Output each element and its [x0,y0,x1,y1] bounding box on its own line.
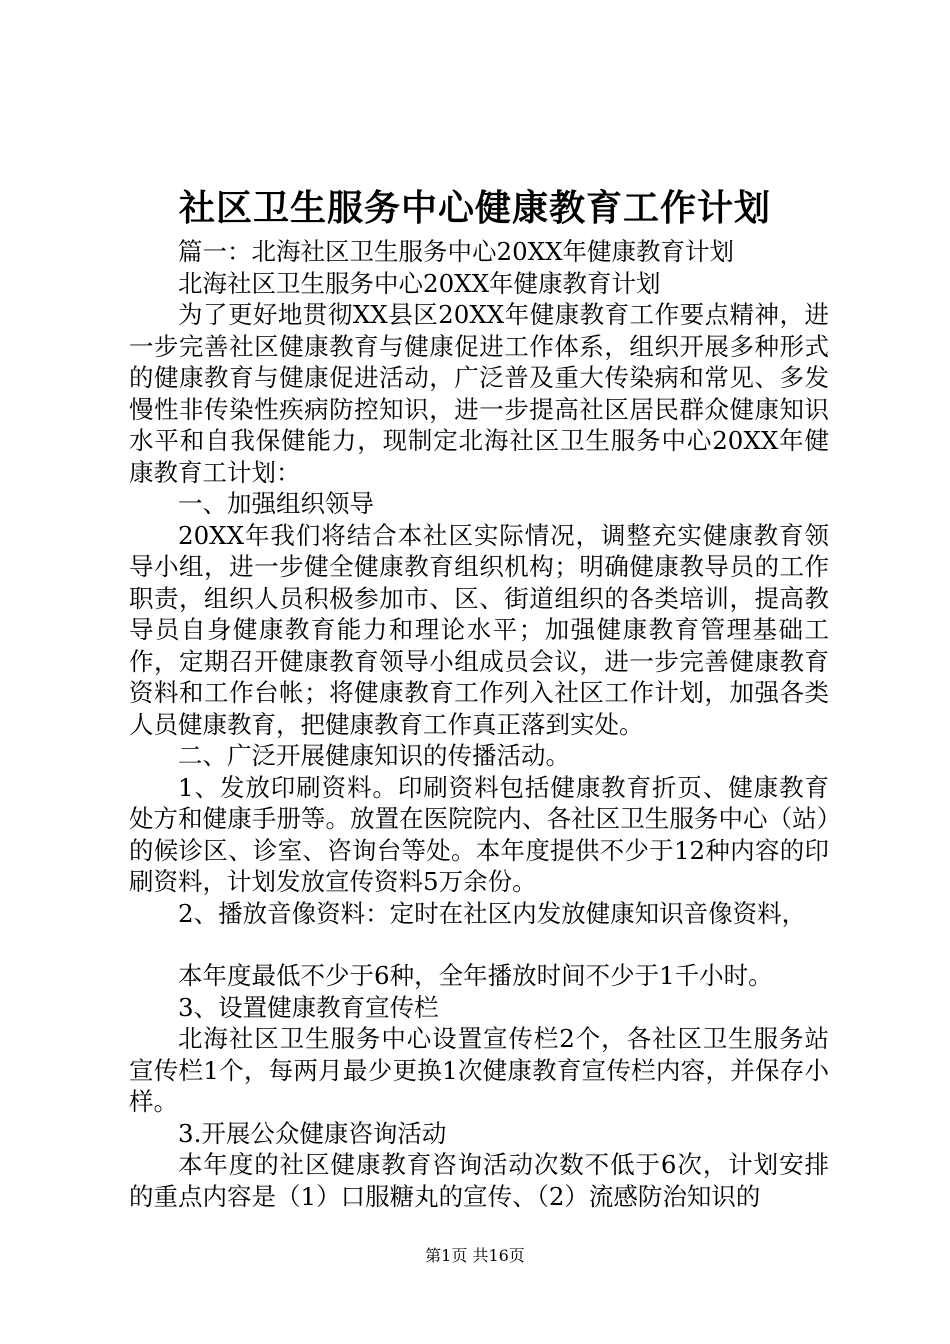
paragraph-section-heading: 篇一：北海社区卫生服务中心20XX年健康教育计划 [178,237,735,266]
heading-dissemination: 二、广泛开展健康知识的传播活动。 [178,741,570,770]
document-title: 社区卫生服务中心健康教育工作计划 [178,187,771,229]
paragraph-intro: 为了更好地贯彻XX县区20XX年健康教育工作要点精神，进一步完善社区健康教育与健康促进工作体系，组织开展多种形式的健康教育与健康促进活动，广泛普及重大传染病和常见、多发慢性非传染性疾病防控知识，进一步提高社区居民群众健康知识水平和自我保健能力，现制定北海社区卫生服务中心20XX年健康教育工计划： [129,300,829,487]
paragraph-organization: 20XX年我们将结合本社区实际情况，调整充实健康教育领导小组，进一步健全健康教育组织机构；明确健康教导员的工作职责，组织人员积极参加市、区、街道组织的各类培训，提高教导员自身健康教育能力和理论水平；加强健康教育管理基础工作，定期召开健康教育领导小组成员会议，进一步完善健康教育资料和工作台帐；将健康教育工作列入社区工作计划，加强各类人员健康教育，把健康教育工作真正落到实处。 [129,520,829,739]
heading-organization: 一、加强组织领导 [178,489,374,518]
paragraph-audio-video-continued: 本年度最低不少于6种，全年播放时间不少于1千小时。 [178,961,773,990]
paragraph-bulletin-board: 北海社区卫生服务中心设置宣传栏2个，各社区卫生服务站宣传栏1个，每两月最少更换1次健康教育宣传栏内容，并保存小样。 [129,1024,829,1116]
paragraph-print-materials: 1、发放印刷资料。印刷资料包括健康教育折页、健康教育处方和健康手册等。放置在医院院内、各社区卫生服务中心（站）的候诊区、诊室、咨询台等处。本年度提供不少于12种内容的印刷资料，计划发放宣传资料5万余份。 [129,772,829,896]
paragraph-subtitle: 北海社区卫生服务中心20XX年健康教育计划 [178,268,661,298]
document-body [129,236,829,1212]
page-footer: 第1页 共16页 [425,1246,525,1265]
paragraph-consultation: 本年度的社区健康教育咨询活动次数不低于6次，计划安排的重点内容是（1）口服糖丸的宣传、（2）流感防治知识的 [129,1150,829,1211]
heading-bulletin-board: 3、设置健康教育宣传栏 [178,992,439,1022]
paragraph-audio-video: 2、播放音像资料：定时在社区内发放健康知识音像资料， [178,898,807,928]
heading-consultation: 3.开展公众健康咨询活动 [178,1118,447,1148]
